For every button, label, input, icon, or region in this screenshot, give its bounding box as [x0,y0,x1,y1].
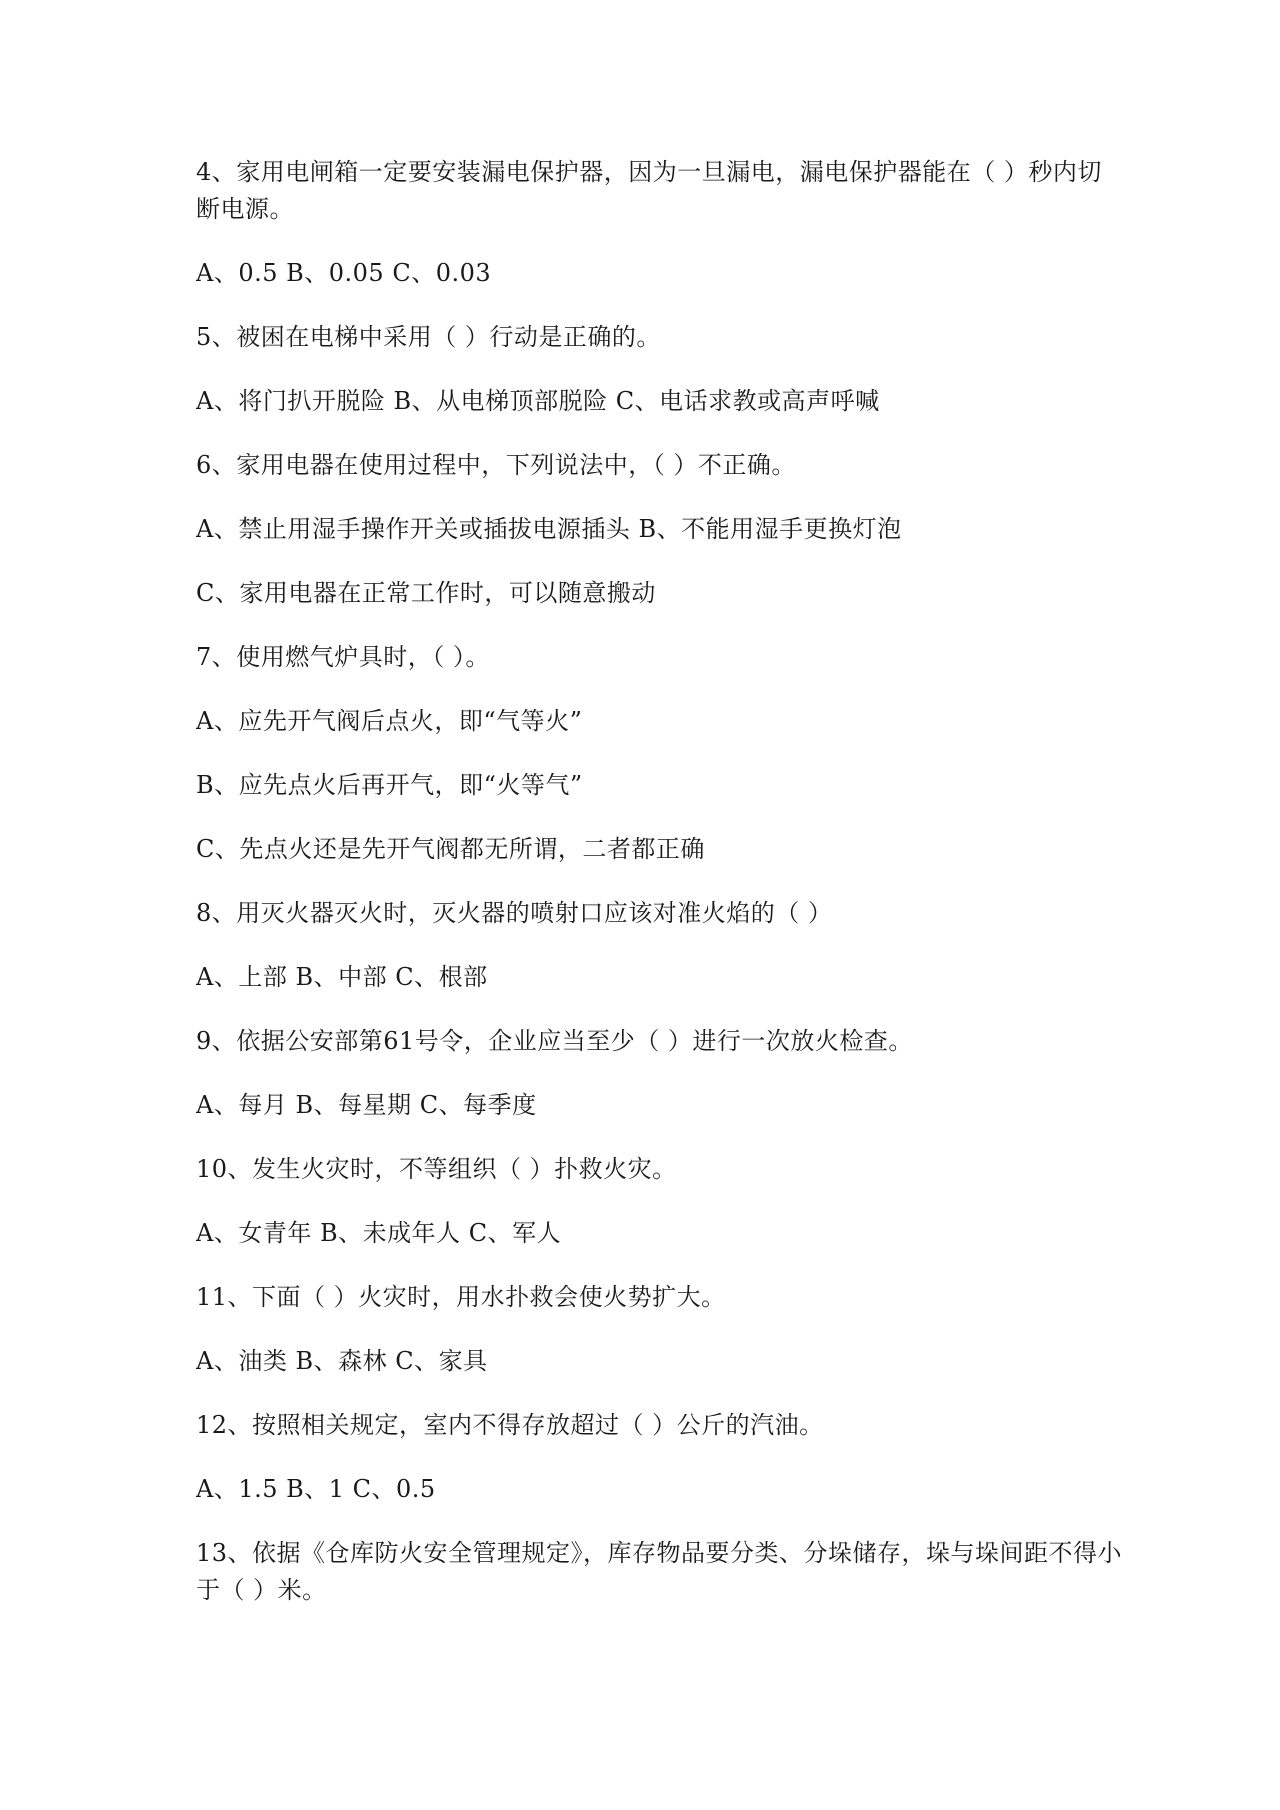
question-5: 5、被困在电梯中采用（ ）行动是正确的。 [196,323,661,351]
question-5-options: A、将门扒开脱险 B、从电梯顶部脱险 C、电话求教或高声呼喊 [196,387,880,415]
question-8-options: A、上部 B、中部 C、根部 [196,963,488,991]
question-11-options: A、油类 B、森林 C、家具 [196,1347,488,1375]
question-12-options: A、1.5 B、1 C、0.5 [196,1475,436,1503]
question-6-options-ab: A、禁止用湿手操作开关或插拔电源插头 B、不能用湿手更换灯泡 [196,515,902,543]
question-7: 7、使用燃气炉具时，（ ）。 [196,643,490,671]
question-13: 13、依据《仓库防火安全管理规定》，库存物品要分类、分垛储存，垛与垛间距不得小于（ ）米。 [196,1539,1123,1604]
document-body [196,154,1126,1636]
question-4: 4、家用电闸箱一定要安装漏电保护器，因为一旦漏电，漏电保护器能在（ ）秒内切断电源。 [196,158,1102,223]
question-7-option-c: C、先点火还是先开气阀都无所谓，二者都正确 [196,835,705,863]
question-6-option-c: C、家用电器在正常工作时，可以随意搬动 [196,579,656,607]
question-7-option-b: B、应先点火后再开气，即“火等气” [196,771,583,799]
question-8: 8、用灭火器灭火时，灭火器的喷射口应该对准火焰的（ ） [196,899,833,927]
question-9-options: A、每月 B、每星期 C、每季度 [196,1091,537,1119]
question-10-options: A、女青年 B、未成年人 C、军人 [196,1219,562,1247]
question-7-option-a: A、应先开气阀后点火，即“气等火” [196,707,583,735]
question-10: 10、发生火灾时，不等组织（ ）扑救火灾。 [196,1155,677,1183]
question-9: 9、依据公安部第61号令，企业应当至少（ ）进行一次放火检查。 [196,1027,913,1055]
question-6: 6、家用电器在使用过程中，下列说法中，（ ）不正确。 [196,451,796,479]
question-11: 11、下面（ ）火灾时，用水扑救会使火势扩大。 [196,1283,726,1311]
question-12: 12、按照相关规定，室内不得存放超过（ ）公斤的汽油。 [196,1411,824,1439]
question-4-options: A、0.5 B、0.05 C、0.03 [196,259,492,287]
